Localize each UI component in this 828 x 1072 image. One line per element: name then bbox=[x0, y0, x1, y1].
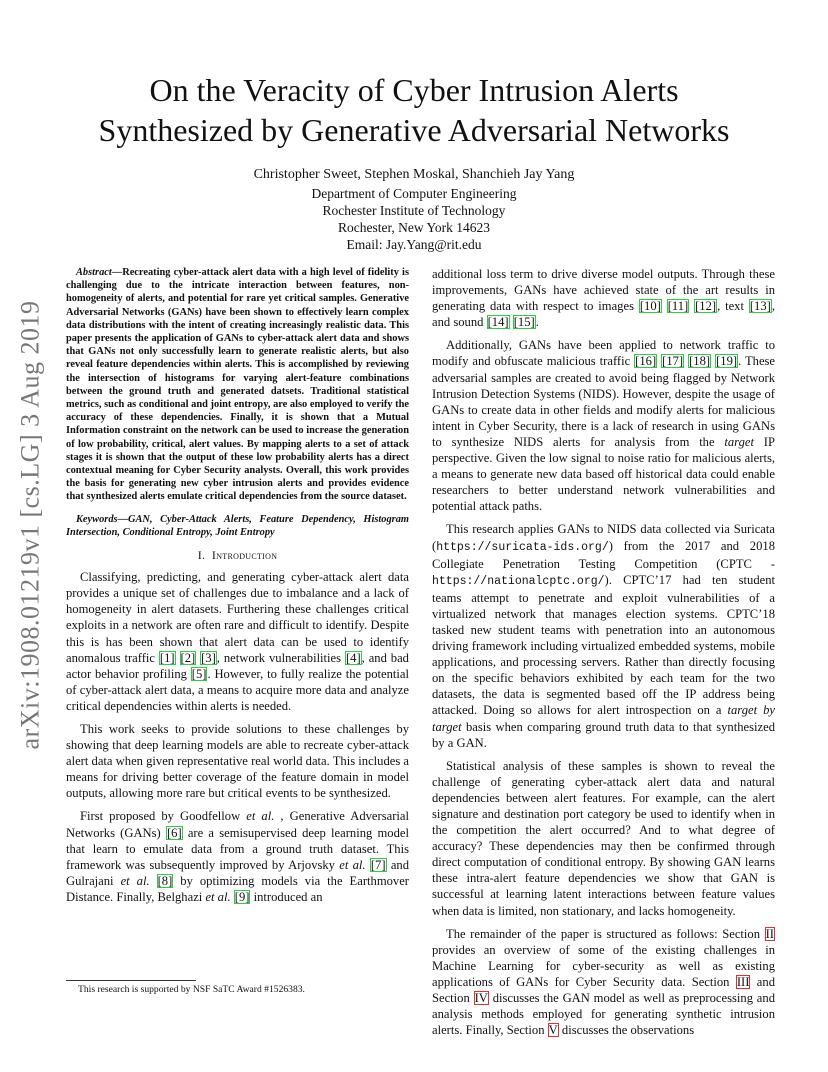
text-run: and Section bbox=[432, 974, 775, 1006]
affiliation-institute: Rochester Institute of Technology bbox=[322, 203, 506, 218]
paper-title bbox=[60, 70, 768, 150]
text-run: , Generative Adversarial Networks (GANs) bbox=[66, 809, 409, 840]
section-link[interactable]: IV bbox=[474, 991, 488, 1006]
left-column bbox=[66, 266, 409, 912]
citation-link[interactable]: [7] bbox=[370, 857, 386, 872]
intro-paragraph-4 bbox=[432, 266, 775, 330]
citation-link[interactable]: [18] bbox=[689, 354, 711, 369]
text-run: discusses the GAN model as well as preprocessing and analysis methods employed for generating synthetic intrusion alerts. Finally, Section bbox=[432, 991, 775, 1038]
text-run: ). CPTC’17 had ten student teams attempt to penetrate and exploit vulnerabilities of a virtualized network that manages election systems. CPTC’18 tasked new student teams with penetration into an autonomous driving framework including virtualized embedded systems, mobile applications, and processing servers. Rather than directly focusing on the specific behaviors exhibited by each team for the two datasets, the data is segmented based off the IP address being attacked. Doing so allows for alert introspection on a bbox=[432, 572, 775, 718]
author-email: Email: Jay.Yang@rit.edu bbox=[346, 237, 482, 252]
text-run: . bbox=[535, 315, 539, 330]
text-run: et al. bbox=[120, 873, 150, 888]
intro-paragraph-8 bbox=[432, 926, 775, 1039]
intro-paragraph-5 bbox=[432, 337, 775, 514]
text-run: First proposed by Goodfellow bbox=[80, 809, 247, 824]
text-run: discusses the observations bbox=[558, 1023, 695, 1038]
section-link[interactable]: V bbox=[548, 1023, 558, 1038]
text-run: basis when comparing ground truth data to that synthesized by a GAN. bbox=[432, 719, 775, 750]
text-run: provides an overview of some of the existing challenges in Machine Learning for cyber-security as well as existing applications of GANs for Cyber Security data. Section bbox=[432, 942, 775, 989]
text-run: Classifying, predicting, and generating cyber-attack alert data provides a unique set of challenges due to imbalance and a lack of homogeneity in alert datasets. Furthering these challenges critical exploits in a network are often rare and difficult to identify. Despite this is has been shown that alert data can be used to identify anomalous traffic bbox=[66, 570, 409, 665]
text-run: are a semisupervised deep learning model that learn to emulate data from a ground truth dataset. This framework was subsequently improved by Arjovsky bbox=[66, 825, 409, 872]
footnote-divider bbox=[66, 980, 196, 981]
citation-link[interactable]: [19] bbox=[716, 354, 738, 369]
text-run: , text bbox=[717, 299, 749, 314]
citation-link[interactable]: [17] bbox=[662, 354, 684, 369]
abstract-text: —Recreating cyber-attack alert data with a high level of fidelity is challenging due to the intricate interaction between features, non-homogeneity of alerts, and potential for rare yet critical samples. Generative Adversarial Networks (GANs) have been shown to effectively learn complex data distributions with the intent of creating increasingly realistic data. This paper presents the application of GANs to cyber-attack alert data and shows that GANs not only successfully learn to generate realistic alerts, but also reveal feature dependencies within alerts. This is accomplished by reviewing the intersection of histograms for varying alert-feature combinations between the ground truth and generated datsets. Traditional statistical metrics, such as conditional and joint entropy, are also employed to verify the accuracy of these dependencies. Finally, it is shown that a Mutual Information constraint on the network can be used to increase the generation of low probability, critical, alert values. By mapping alerts to a set of attack stages it is shown that the output of these low probability alerts has a direct contextual meaning for Cyber Security analysts. Overall, this work provides the basis for generating new cyber intrusion alerts and provides evidence that synthesized alerts emulate critical dependencies from the source dataset. bbox=[66, 267, 409, 503]
text-run: et al. bbox=[205, 889, 231, 904]
intro-paragraph-6 bbox=[432, 521, 775, 750]
keywords bbox=[66, 513, 409, 539]
url-link[interactable]: https://nationalcptc.org/ bbox=[432, 574, 605, 588]
intro-paragraph-3 bbox=[66, 808, 409, 905]
arxiv-identifier-text: arXiv:1908.01219v1 [cs.LG] 3 Aug 2019 bbox=[15, 300, 44, 750]
text-run: ) from the 2017 and 2018 Collegiate Penetration Testing Competition (CPTC - bbox=[432, 538, 775, 571]
citation-link[interactable]: [5] bbox=[191, 666, 207, 681]
citation-link[interactable]: [10] bbox=[639, 299, 661, 314]
arxiv-identifier bbox=[10, 290, 50, 760]
text-run: additional loss term to drive diverse model outputs. Through these improvements, GANs have achieved state of the art results in generating data with respect to images bbox=[432, 267, 775, 314]
author-names: Christopher Sweet, Stephen Moskal, Shanchieh Jay Yang bbox=[253, 167, 575, 182]
text-run: , and sound bbox=[432, 299, 775, 330]
text-run: This research applies GANs to NIDS data collected via Suricata ( bbox=[432, 522, 775, 553]
text-run: and Gulrajani bbox=[66, 857, 410, 888]
text-run: , network vulnerabilities bbox=[216, 650, 345, 665]
text-run: , and bad actor behavior profiling bbox=[66, 650, 409, 681]
section-link[interactable]: II bbox=[765, 926, 774, 941]
text-run: Additionally, GANs have been applied to network traffic to modify and obfuscate malicious traffic bbox=[432, 338, 775, 369]
section-link[interactable]: III bbox=[736, 974, 750, 989]
section-title: Introduction bbox=[211, 548, 278, 563]
abstract bbox=[66, 266, 409, 504]
citation-link[interactable]: [11] bbox=[667, 299, 689, 314]
keywords-text: —GAN, Cyber-Attack Alerts, Feature Dependency, Histogram Intersection, Conditional Entropy, Joint Entropy bbox=[66, 513, 409, 538]
text-run: introduced an bbox=[250, 889, 323, 904]
citation-link[interactable]: [3] bbox=[201, 650, 216, 665]
citation-link[interactable]: [16] bbox=[635, 354, 657, 369]
text-run: . These adversarial samples are created to avoid being flagged by Network Intrusion Detection Systems (NIDS). However, despite the usage of GANs to create data in other fields and modify alerts for malicious intent in Cyber Security, there is a lack of research in using GANs to synthesize NIDS alerts for analysis from the bbox=[432, 354, 776, 449]
intro-paragraph-2: This work seeks to provide solutions to these challenges by showing that deep learning models are able to recreate cyber-attack alert data when given representative real world data. This includes a means for driving better coverage of the feature domain in model outputs, allowing more rare but critical events to be synthesized. bbox=[66, 722, 409, 801]
text-run: target bbox=[724, 434, 754, 449]
title-line-2: Synthesized by Generative Adversarial Networks bbox=[98, 112, 730, 148]
text-run: et al. bbox=[339, 857, 366, 872]
affiliation-department: Department of Computer Engineering bbox=[311, 186, 517, 201]
author-block bbox=[60, 166, 768, 253]
citation-link[interactable]: [9] bbox=[234, 889, 250, 904]
citation-link[interactable]: [12] bbox=[695, 299, 717, 314]
footnote: This research is supported by NSF SaTC Award #1526383. bbox=[78, 984, 305, 995]
citation-link[interactable]: [8] bbox=[157, 873, 173, 888]
text-run: et al. bbox=[246, 809, 275, 824]
text-run: target by target bbox=[432, 703, 775, 734]
text-run: The remainder of the paper is structured as follows: Section bbox=[446, 926, 765, 941]
citation-link[interactable]: [15] bbox=[513, 315, 535, 330]
text-run: IP perspective. Given the low signal to noise ratio for malicious alerts, a means to generate new data based off historical data could enable researchers to better understand network vulnerabilities and potential attack paths. bbox=[432, 434, 775, 514]
intro-paragraph-7: Statistical analysis of these samples is shown to reveal the challenge of generating cyber-attack alert data and natural dependencies between alert features. For example, can the alert signature and destination port category be used to identify when in the competition the alert occurred? And to what degree of accuracy? These dependencies may then be confirmed through direct computation of conditional entropy. By showing GAN learns these intra-alert feature dependencies we show that GAN is successful at learning latent interactions between feature values when data is limited, non stationary, and lacks homogeneity. bbox=[432, 758, 775, 918]
right-column bbox=[432, 266, 775, 1045]
affiliation-address: Rochester, New York 14623 bbox=[337, 220, 491, 235]
citation-link[interactable]: [6] bbox=[166, 825, 182, 840]
intro-paragraph-1 bbox=[66, 569, 409, 714]
citation-link[interactable]: [13] bbox=[749, 299, 771, 314]
abstract-label: Abstract bbox=[76, 267, 112, 278]
url-link[interactable]: https://suricata-ids.org/ bbox=[436, 540, 609, 554]
text-run: by optimizing models via the Earthmover Distance. Finally, Belghazi bbox=[66, 873, 409, 904]
citation-link[interactable]: [1] bbox=[159, 650, 175, 665]
citation-link[interactable]: [2] bbox=[180, 650, 196, 665]
section-number: I. bbox=[197, 548, 206, 563]
citation-link[interactable]: [4] bbox=[345, 650, 361, 665]
keywords-label: Keywords bbox=[76, 513, 118, 525]
title-line-1: On the Veracity of Cyber Intrusion Alerts bbox=[149, 72, 679, 108]
section-heading-introduction bbox=[66, 547, 409, 563]
text-run: . However, to fully realize the potential of cyber-attack alert data, a means to acquire more data and analyze critical dependencies within alerts is needed. bbox=[66, 666, 409, 713]
citation-link[interactable]: [14] bbox=[487, 315, 509, 330]
